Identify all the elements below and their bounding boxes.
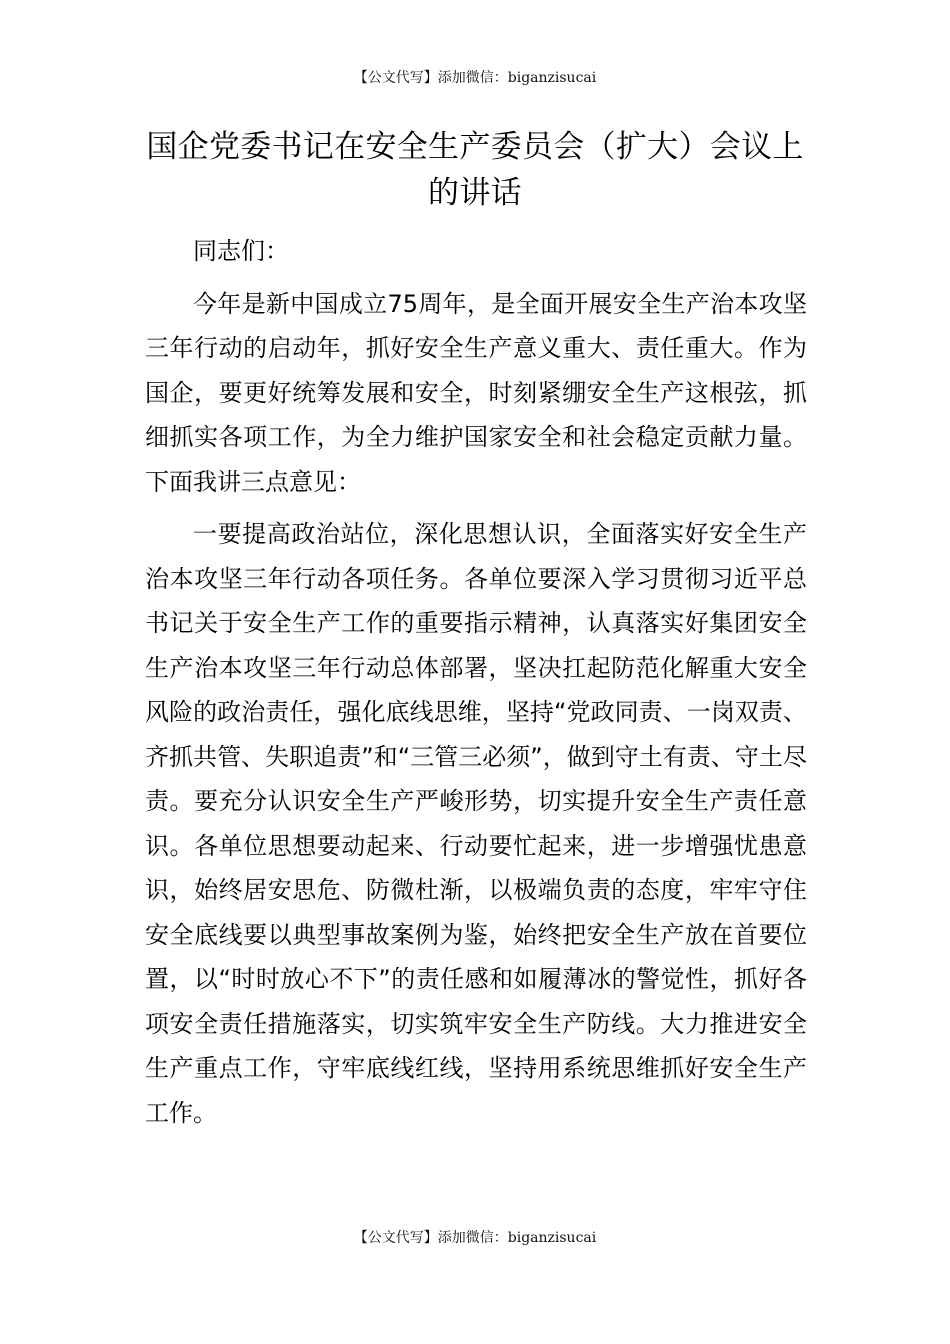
running-header: 【公文代写】添加微信：biganzisucai (353, 70, 597, 86)
document-title: 国企党委书记在安全生产委员会（扩大）会议上的讲话 (146, 129, 804, 211)
salutation: 同志们： (193, 237, 289, 265)
paragraph: 一要提高政治站位，深化思想认识，全面落实好安全生产治本攻坚三年行动各项任务。各单位要深入学习贯彻习近平总书记关于安全生产工作的重要指示精神，认真落实好集团安全生产治本攻坚三年行动总体部署，坚决扛起防范化解重大安全风险的政治责任，强化底线思维，坚持“党政同责、一岗双责、齐抓共管、失职追责”和“三管三必须”，做到守土有责、守土尽责。要充分认识安全生产严峻形势，切实提升安全生产责任意识。各单位思想要动起来、行动要忙起来，进一步增强忧患意识，始终居安思危、防微杜渐，以极端负责的态度，牢牢守住安全底线要以典型事故案例为鉴，始终把安全生产放在首要位置，以“时时放心不下”的责任感和如履薄冰的警觉性，抓好各项安全责任措施落实，切实筑牢安全生产防线。大力推进安全生产重点工作，守牢底线红线，坚持用系统思维抓好安全生产工作。 (145, 520, 807, 1127)
running-footer: 【公文代写】添加微信：biganzisucai (353, 1230, 597, 1246)
paragraph: 今年是新中国成立75周年，是全面开展安全生产治本攻坚三年行动的启动年，抓好安全生产意义重大、责任重大。作为国企，要更好统筹发展和安全，时刻紧绷安全生产这根弦，抓细抓实各项工作，为全力维护国家安全和社会稳定贡献力量。下面我讲三点意见： (145, 289, 807, 496)
document-body (145, 229, 807, 1143)
